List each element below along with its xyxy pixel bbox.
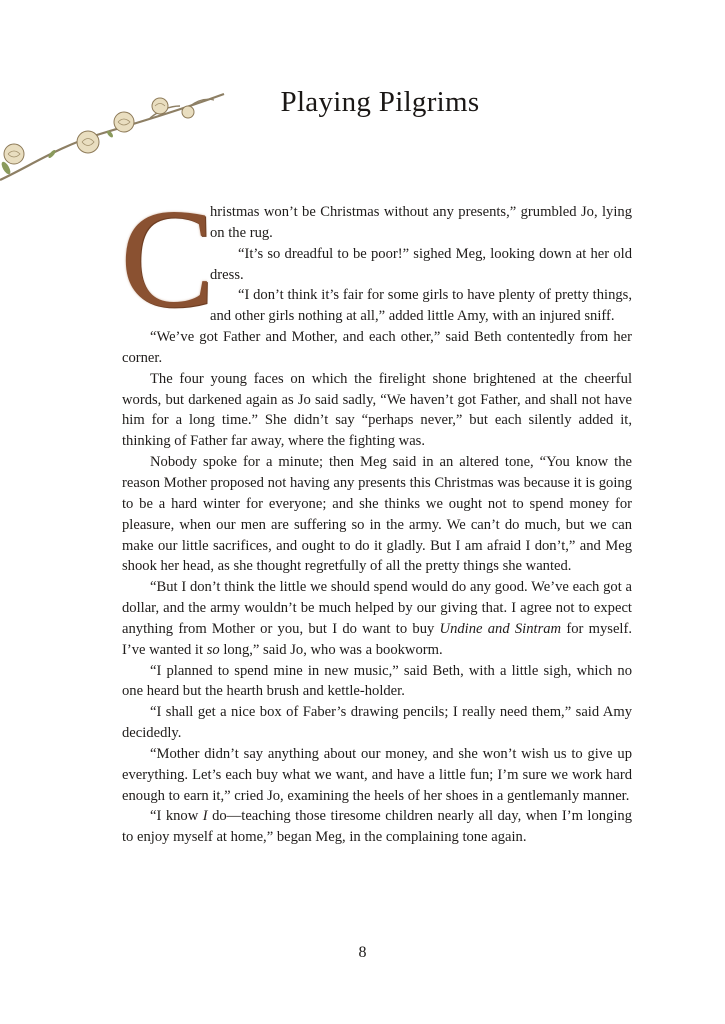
chapter-body	[120, 179, 632, 848]
paragraph: Nobody spoke for a minute; then Meg said in an altered tone, “You know the reason Mother proposed not having any presents this Christmas was because it is going to be a hard winter for everyone; and she thinks we ought not to spend money for pleasure, when our men are suffering so in the army. We can’t do much, but we can make our little sacrifices, and ought to do it gladly. But I am afraid I don’t,” and Meg shook her head, as she thought regretfully of all the pretty things she wanted.	[122, 454, 632, 575]
paragraph	[122, 806, 632, 848]
paragraph: “We’ve got Father and Mother, and each other,” said Beth contentedly from her corner.	[122, 329, 632, 366]
drop-cap: C	[120, 179, 215, 337]
emphasis: so	[206, 641, 220, 658]
paragraph: “It’s so dreadful to be poor!” sighed Meg, looking down at her old dress.	[210, 245, 632, 283]
paragraph: hristmas won’t be Christmas without any presents,” grumbled Jo, lying on the rug.	[210, 204, 632, 241]
text-run: “But I don’t think the little we should spend would do any good. We’ve each got a dollar, and the army wouldn’t be much helped by our giving that. I agree not to expect anything from Mother or you, but I do want to buy	[122, 579, 632, 637]
paragraph: “I planned to spend mine in new music,” said Beth, with a little sigh, which no one heard but the hearth brush and kettle-holder.	[122, 662, 632, 700]
emphasis: I	[202, 808, 208, 825]
page-number: 8	[358, 944, 367, 961]
text-run: long,” said Jo, who was a bookworm.	[219, 641, 443, 658]
paragraph	[122, 577, 632, 660]
text-run: for myself. I’ve wanted it	[122, 620, 632, 658]
floral-sprig-icon	[0, 84, 230, 194]
chapter-title: Playing Pilgrims	[280, 86, 480, 118]
paragraph: “Mother didn’t say anything about our money, and she won’t wish us to give up everything. Let’s each buy what we want, and have a little fun; I’m sure we work hard enough to earn it,” cried Jo, examining the heels of her shoes in a gentlemanly manner.	[122, 745, 632, 804]
text-run: “I know	[150, 808, 203, 825]
paragraph: The four young faces on which the firelight shone brightened at the cheerful words, but darkened again as Jo said sadly, “We haven’t got Father, and shall not have him for a long time.” She didn’t say “perhaps never,” but each silently added it, thinking of Father far away, where the fighting was.	[122, 370, 632, 450]
paragraph: “I shall get a nice box of Faber’s drawing pencils; I really need them,” said Amy decidedly.	[122, 704, 632, 742]
book-title: Undine and Sintram	[439, 620, 562, 637]
paragraph: “I don’t think it’s fair for some girls to have plenty of pretty things, and other girls nothing at all,” added little Amy, with an injured sniff.	[210, 287, 632, 325]
text-run: do—teaching those tiresome children nearly all day, when I’m longing to enjoy myself at home,” began Meg, in the complaining tone again.	[122, 808, 632, 846]
